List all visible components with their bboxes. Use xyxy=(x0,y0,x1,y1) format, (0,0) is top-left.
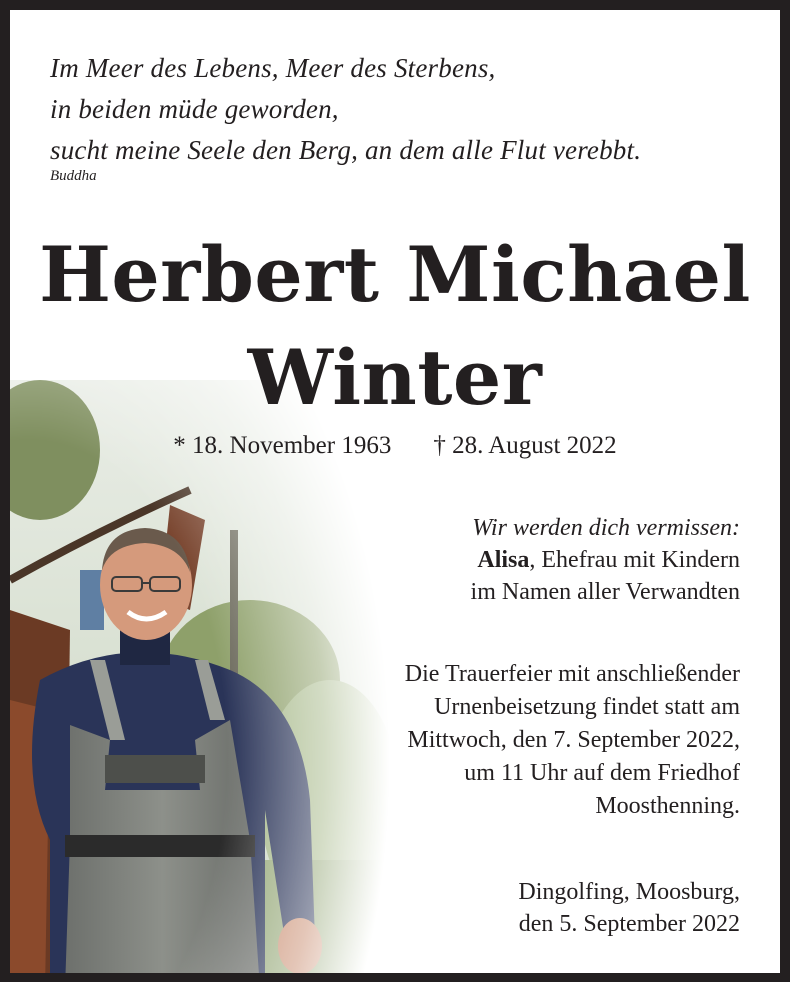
epigraph-line: sucht meine Seele den Berg, an dem alle Flut verebbt. xyxy=(50,135,642,165)
deceased-name-first: Herbert Michael xyxy=(39,230,751,319)
epigraph xyxy=(50,48,641,185)
ceremony-line: Moosthenning. xyxy=(595,793,740,819)
epigraph-line: Im Meer des Lebens, Meer des Sterbens, xyxy=(50,53,496,83)
ceremony-line: um 11 Uhr auf dem Friedhof xyxy=(464,760,740,786)
ceremony-line: Urnenbeisetzung findet statt am xyxy=(434,694,740,720)
place-date-block xyxy=(518,876,740,940)
mourners-relatives: im Namen aller Verwandten xyxy=(470,579,740,605)
ceremony-line: Mittwoch, den 7. September 2022, xyxy=(407,727,740,753)
place: Dingolfing, Moosburg, xyxy=(518,879,740,905)
signatory-name: Alisa xyxy=(477,547,530,573)
life-dates xyxy=(10,432,780,460)
mourners-signatory-line xyxy=(471,544,740,576)
signatory-relation: , Ehefrau mit Kindern xyxy=(529,547,740,573)
epigraph-line: in beiden müde geworden, xyxy=(50,94,339,124)
birth-date: * 18. November 1963 xyxy=(173,432,392,459)
notice-date: den 5. September 2022 xyxy=(518,911,740,937)
ceremony-block xyxy=(405,658,740,823)
mourners-block xyxy=(471,512,740,608)
portrait-photo xyxy=(10,380,390,982)
epigraph-author: Buddha xyxy=(50,168,97,184)
deceased-name-last: Winter xyxy=(247,333,543,422)
mourners-intro: Wir werden dich vermissen: xyxy=(472,515,740,541)
death-date: † 28. August 2022 xyxy=(433,432,617,459)
ceremony-line: Die Trauerfeier mit anschließender xyxy=(404,661,740,687)
